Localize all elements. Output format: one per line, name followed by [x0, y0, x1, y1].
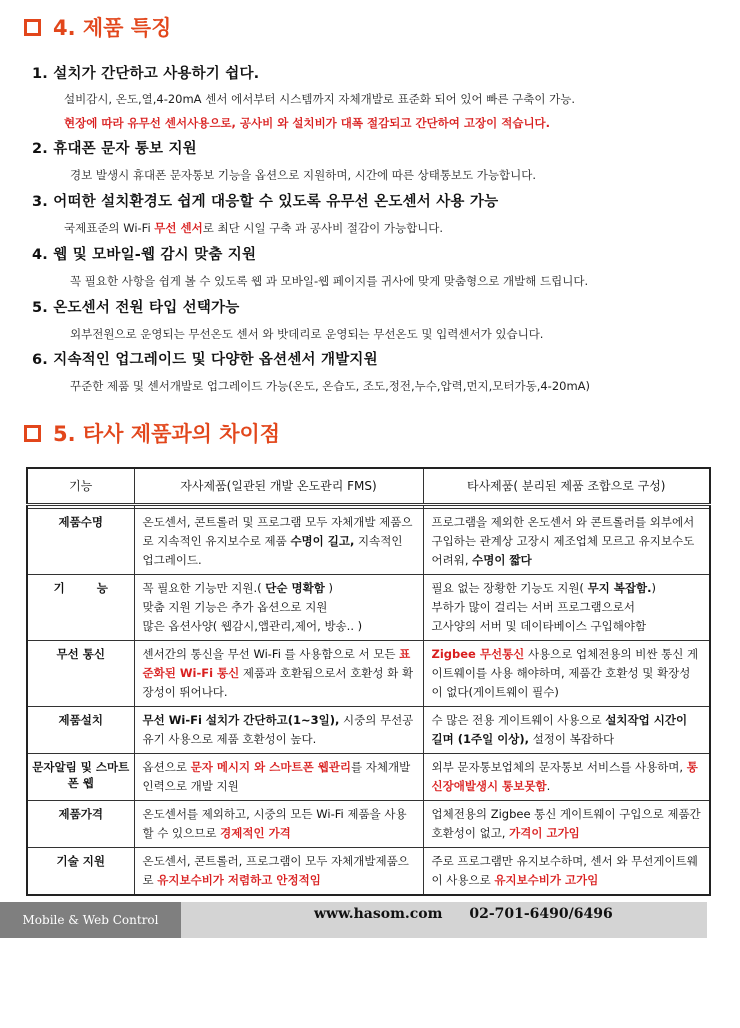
row-label: 기 능: [27, 574, 134, 640]
own-cell: 센서간의 통신을 무선 Wi-Fi 를 사용함으로 서 모든 표준화된 Wi-Fi 통신 제품과 호환됨으로서 호환성 화 확장성이 뛰어나다.: [134, 640, 423, 706]
section4-title: [24, 12, 171, 42]
checkbox-square-icon: [24, 19, 41, 36]
feature-heading: 5. 온도센서 전원 타입 선택가능: [32, 300, 240, 316]
feature-description-highlight: 무선 센서: [154, 221, 203, 235]
feature-description-part: 로 최단 시일 구축 과 공사비 절감이 가능합니다.: [202, 221, 444, 235]
footer-contact: [314, 906, 635, 922]
feature-6: [32, 348, 712, 394]
row-label: 제품가격: [27, 800, 134, 847]
table-row: [27, 508, 710, 574]
other-cell: 필요 없는 장황한 기능도 지원( 무지 복잡함.) 부하가 많이 걸리는 서버 프로그램으로서 고사양의 서버 및 데이타베이스 구입해야함: [423, 574, 710, 640]
header-function: 기능: [27, 468, 134, 504]
website-link[interactable]: www.hasom.com: [314, 906, 443, 922]
feature-2: [32, 137, 712, 183]
own-cell: 꼭 필요한 기능만 지원.( 단순 명확함 ) 맞춤 지원 기능은 추가 옵션으로 지원 많은 옵션사양( 웹감시,앱관리,제어, 방송.. ): [134, 574, 423, 640]
feature-highlight: 현장에 따라 유무선 센서사용으로, 공사비 와 설치비가 대폭 절감되고 간단하여 고장이 적습니다.: [64, 116, 551, 130]
row-label: 제품설치: [27, 706, 134, 753]
other-cell: 수 많은 전용 게이트웨이 사용으로 설치작업 시간이 길며 (1주일 이상), 설정이 복잡하다: [423, 706, 710, 753]
own-cell: 온도센서, 콘트롤러, 프로그램이 모두 자체개발제품으로 유지보수비가 저렴하고 안정적임: [134, 847, 423, 895]
table-row: [27, 574, 710, 640]
row-label: 무선 통신: [27, 640, 134, 706]
row-label: 문자알림 및 스마트폰 웹: [27, 753, 134, 800]
own-cell: 온도센서, 콘트롤러 및 프로그램 모두 자체개발 제품으로 지속적인 유지보수로 제품 수명이 길고, 지속적인 업그레이드.: [134, 508, 423, 574]
table-row: [27, 706, 710, 753]
section5-title: [24, 418, 280, 448]
feature-description: 경보 발생시 휴대폰 문자통보 기능을 옵션으로 지원하며, 시간에 따른 상태통보도 가능합니다.: [70, 168, 537, 182]
header-other-product: 타사제품( 분리된 제품 조합으로 구성): [423, 468, 710, 504]
feature-heading: 3. 어떠한 설치환경도 쉽게 대응할 수 있도록 유무선 온도센서 사용 가능: [32, 194, 499, 210]
feature-description: 꾸준한 제품 및 센서개발로 업그레이드 가능(온도, 온습도, 조도,정전,누수,압력,먼지,모터가동,4-20mA): [70, 379, 591, 393]
table-header-row: [27, 468, 710, 504]
other-cell: 외부 문자통보업체의 문자통보 서비스를 사용하며, 통신장애발생시 통보못함.: [423, 753, 710, 800]
feature-1: [32, 62, 712, 131]
checkbox-square-icon: [24, 425, 41, 442]
own-cell: 온도센서를 제외하고, 시중의 모든 Wi-Fi 제품을 사용할 수 있으므로 경제적인 가격: [134, 800, 423, 847]
feature-heading: 6. 지속적인 업그레이드 및 다양한 옵션센서 개발지원: [32, 352, 378, 368]
table-row: [27, 847, 710, 895]
feature-description-part: 국제표준의 Wi-Fi: [64, 221, 155, 235]
feature-description: 외부전원으로 운영되는 무선온도 센서 와 밧데리로 운영되는 무선온도 및 입력센서가 있습니다.: [70, 327, 544, 341]
feature-4: [32, 243, 712, 289]
own-cell: 무선 Wi-Fi 설치가 간단하고(1~3일), 시중의 무선공유기 사용으로 제품 호환성이 높다.: [134, 706, 423, 753]
row-label: 기술 지원: [27, 847, 134, 895]
feature-3: [32, 190, 712, 236]
feature-5: [32, 296, 712, 342]
header-own-product: 자사제품(일관된 개발 온도관리 FMS): [134, 468, 423, 504]
phone-number: 02-701-6490/6496: [469, 906, 613, 922]
footer-bar: [0, 902, 707, 938]
feature-description: 꼭 필요한 사항을 쉽게 볼 수 있도록 웹 과 모바일-웹 페이지를 귀사에 맞게 맞춤형으로 개발해 드립니다.: [70, 274, 589, 288]
other-cell: Zigbee 무선통신 사용으로 업체전용의 비싼 통신 게이트웨이를 사용 해야하며, 제품간 호환성 및 확장성이 없다(게이트웨이 필수): [423, 640, 710, 706]
comparison-table: [26, 467, 711, 896]
table-row: [27, 640, 710, 706]
feature-heading: 1. 설치가 간단하고 사용하기 쉽다.: [32, 66, 260, 82]
row-label: 제품수명: [27, 508, 134, 574]
feature-description: 설비감시, 온도,열,4-20mA 센서 에서부터 시스템까지 자체개발로 표준화 되어 있어 빠른 구축이 가능.: [64, 92, 576, 106]
other-cell: 주로 프로그램만 유지보수하며, 센서 와 무선게이트웨이 사용으로 유지보수비가 고가임: [423, 847, 710, 895]
feature-description: [32, 220, 712, 236]
section5-title-text: 5. 타사 제품과의 차이점: [53, 422, 281, 446]
table-row: [27, 800, 710, 847]
feature-heading: 2. 휴대폰 문자 통보 지원: [32, 141, 197, 157]
footer-tagline: Mobile & Web Control: [0, 902, 181, 938]
table-row: [27, 753, 710, 800]
section4-title-text: 4. 제품 특징: [53, 16, 172, 40]
feature-heading: 4. 웹 및 모바일-웹 감시 맞춤 지원: [32, 247, 257, 263]
other-cell: 프로그램을 제외한 온도센서 와 콘트롤러를 외부에서 구입하는 관계상 고장시 제조업체 모르고 유지보수도 어려워, 수명이 짧다: [423, 508, 710, 574]
own-cell: 옵션으로 문자 메시지 와 스마트폰 웹관리를 자체개발 인력으로 개발 지원: [134, 753, 423, 800]
other-cell: 업체전용의 Zigbee 통신 게이트웨이 구입으로 제품간 호환성이 없고, 가격이 고가임: [423, 800, 710, 847]
